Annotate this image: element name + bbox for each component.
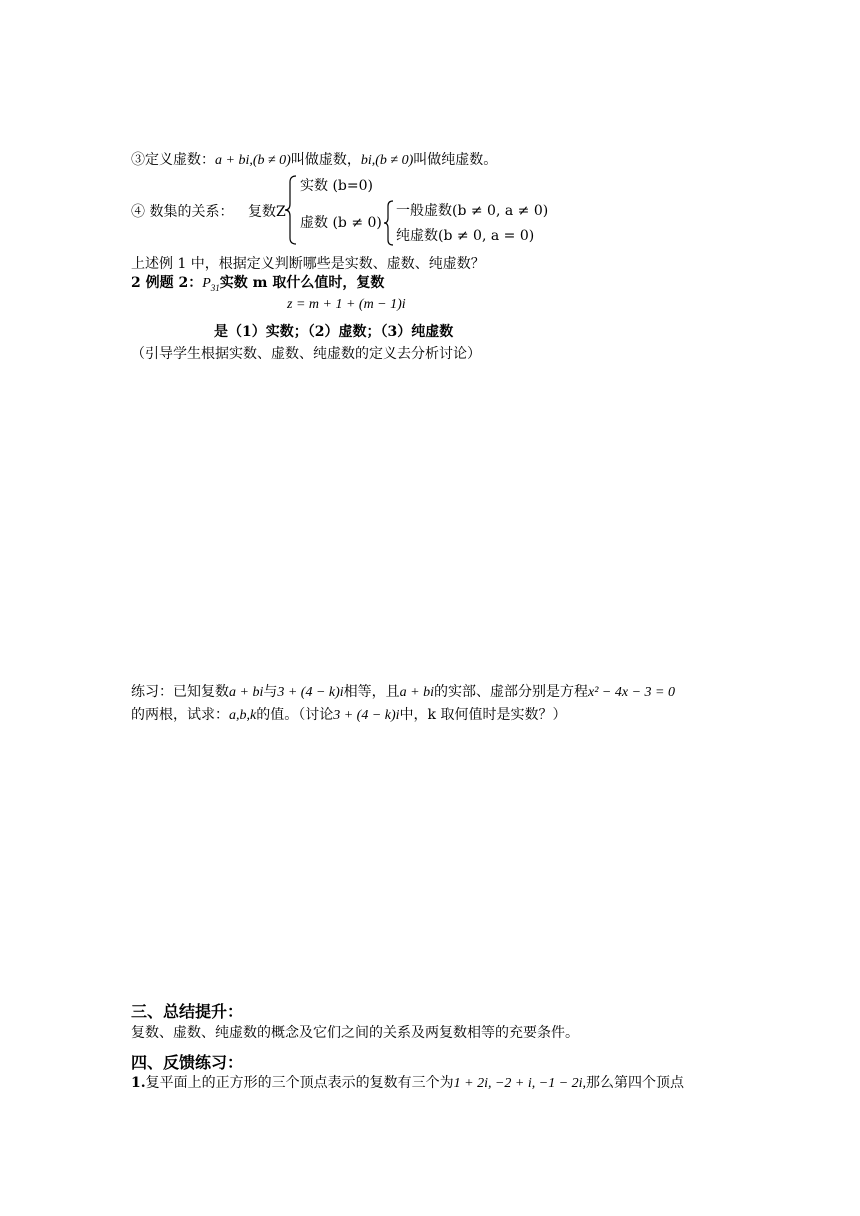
section3-heading: 三、总结提升： xyxy=(131,1002,244,1021)
example2-text: 实数 m 取什么值时，复数 xyxy=(219,275,385,291)
example1-question: 上述例 1 中，根据定义判断哪些是实数、虚数、纯虚数？ xyxy=(131,256,485,272)
example2-parts: 是（1）实数；（2）虚数；（3）纯虚数 xyxy=(214,324,454,340)
relation-label xyxy=(131,203,233,221)
practice-line-1 xyxy=(131,683,675,702)
practice-math-6: 3 + (4 − k)i xyxy=(333,708,400,723)
practice-math-5: a,b,k xyxy=(229,708,257,723)
practice-text-1: 练习：已知复数 xyxy=(131,684,229,700)
practice-line-2 xyxy=(131,706,566,725)
imaginary-number-branch: 虚数 (b ≠ 0) xyxy=(300,215,382,231)
practice-text-4: 的实部、虚部分别是方程 xyxy=(434,684,589,700)
example2-line xyxy=(131,274,384,297)
example2-hint: （引导学生根据实数、虚数、纯虚数的定义去分析讨论） xyxy=(131,346,481,362)
practice-text-5: 的两根，试求： xyxy=(131,707,229,723)
feedback-item-1 xyxy=(131,1074,684,1093)
practice-text-7: 中，k 取何值时是实数？） xyxy=(399,707,567,723)
item-tail: 那么第四个顶点 xyxy=(586,1075,685,1091)
complex-z-label: 复数Z xyxy=(248,204,286,220)
example2-page-ref xyxy=(202,276,220,291)
section3-body: 复数、虚数、纯虚数的概念及它们之间的关系及两复数相等的充要条件。 xyxy=(131,1025,579,1041)
page-ref-number: 31 xyxy=(210,282,220,293)
item-number: 1. xyxy=(131,1075,146,1091)
practice-math-4: x² − 4x − 3 = 0 xyxy=(588,685,675,700)
practice-math-2: 3 + (4 − k)i xyxy=(277,685,344,700)
def-prefix: ③定义虚数： xyxy=(131,152,215,168)
item-text: 复平面上的正方形的三个顶点表示的复数有三个为 xyxy=(145,1075,454,1091)
practice-text-3: 相等，且 xyxy=(343,684,400,700)
example2-formula: z = m + 1 + (m − 1)i xyxy=(287,297,406,312)
definition-imaginary-line xyxy=(131,151,497,170)
def-mid: 叫做虚数， xyxy=(290,152,361,168)
relation-label-text: ④ 数集的关系： xyxy=(131,204,234,220)
def-math-2: bi,(b ≠ 0) xyxy=(360,153,414,168)
def-math-1: a + bi,(b ≠ 0) xyxy=(215,153,291,168)
practice-text-2: 与 xyxy=(263,684,278,700)
general-imaginary-branch: 一般虚数(b ≠ 0, a ≠ 0) xyxy=(396,203,549,219)
practice-math-3: a + bi xyxy=(399,685,435,700)
section4-heading: 四、反馈练习： xyxy=(131,1053,244,1072)
practice-text-6: 的值。（讨论 xyxy=(256,707,334,723)
practice-math-1: a + bi xyxy=(229,685,264,700)
item-math: 1 + 2i, −2 + i, −1 − 2i, xyxy=(453,1076,587,1091)
outer-brace-icon xyxy=(284,174,298,246)
def-suffix: 叫做纯虚数。 xyxy=(413,152,498,168)
inner-brace-icon xyxy=(383,199,395,247)
page-ref-letter: P xyxy=(202,276,211,291)
real-number-branch: 实数 (b=0) xyxy=(300,178,373,194)
example2-label: 2 例题 2： xyxy=(131,275,203,291)
pure-imaginary-branch: 纯虚数(b ≠ 0, a = 0) xyxy=(396,228,535,244)
